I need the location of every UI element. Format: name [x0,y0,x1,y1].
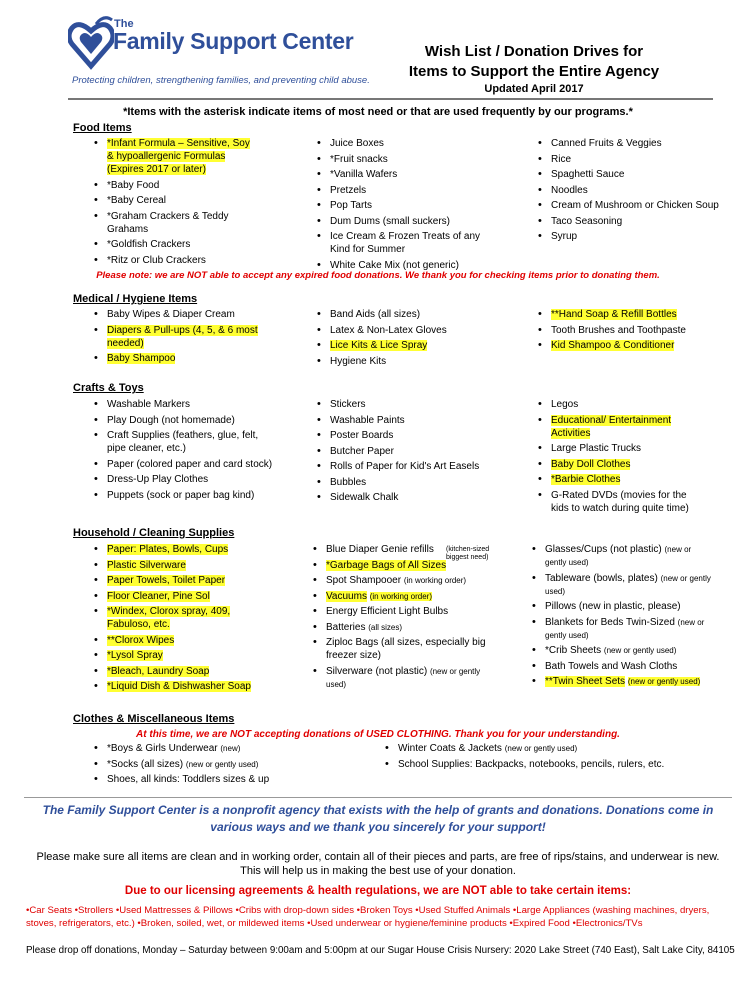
list-item-text: *Baby Food [107,179,160,191]
list-item-note: (in working order) [369,591,432,601]
medical-col3 [537,308,727,355]
list-item [537,414,707,440]
list-item-text: Noodles [551,184,588,196]
clothes-col2 [384,742,684,773]
list-item-text: Silverware (not plastic) [326,665,428,677]
list-item [93,352,258,365]
list-item [316,491,486,504]
list-item-text: Rice [551,153,572,165]
list-item-text: Glasses/Cups (not plastic) [545,544,662,555]
list-item-text: **Hand Soap & Refill Bottles [551,309,677,320]
list-item [312,605,492,618]
list-item-note: (new) [220,744,241,753]
bullet-list [537,137,727,243]
list-item [93,398,278,411]
list-item [316,414,486,427]
list-item-text: Puppets (sock or paper bag kind) [107,489,255,501]
list-item [93,742,293,755]
list-item [316,308,486,321]
household-col1 [93,543,258,696]
list-item [316,199,486,212]
clean-items-line2: This will help us in making the best use of your donation. [240,865,516,877]
list-item-text: Winter Coats & Jackets [398,743,502,754]
list-item [531,572,711,598]
list-item-text: Poster Boards [330,430,394,441]
list-item [93,238,258,251]
kitchen-sized-note: (kitchen-sized biggest need) [446,546,490,561]
list-item [537,184,727,197]
list-item-text: Legos [551,399,579,410]
list-item [93,680,258,693]
food-expired-note: Please note: we are NOT able to accept any expired food donations. We thank you for checking items prior to donating them. [96,270,660,281]
list-item [312,665,492,691]
list-item [384,742,684,755]
list-item-text: Rolls of Paper for Kid's Art Easels [330,461,480,472]
list-item-text: Tableware (bowls, plates) [545,572,658,584]
list-item-text: Lice Kits & Lice Spray [330,340,428,351]
list-item-text: Kid Shampoo & Conditioner [551,340,675,351]
crafts-col2 [316,398,486,507]
bullet-list [316,137,486,272]
list-item [537,308,727,321]
list-item-text: *Vanilla Wafers [330,169,398,180]
list-item-note: (new or gently used) [326,666,481,689]
list-item-text: *Socks (all sizes) [107,758,184,770]
list-item-text: Craft Supplies (feathers, glue, felt, pipe cleaner, etc.) [107,430,259,454]
list-item [531,675,711,688]
list-item [531,660,711,673]
list-item-text: Blue Diaper Genie refills [326,544,434,555]
list-item [312,574,492,587]
list-item-text: Play Dough (not homemade) [107,414,235,426]
list-item [316,324,486,337]
list-item-text: G-Rated DVDs (movies for the kids to watch during quite time) [551,489,689,514]
list-item-text: *Barbie Clothes [551,474,621,485]
bullet-list [531,543,711,688]
list-item-text: Butcher Paper [330,445,394,457]
list-item-note: (new or gently used) [185,759,259,769]
list-item-note: (in working order) [403,576,467,585]
list-item [316,476,486,489]
list-item [531,616,711,642]
list-item-text: Latex & Non-Latex Gloves [330,324,447,336]
list-item [93,414,278,427]
list-item-text: Diapers & Pull-ups (4, 5, & 6 most needed) [107,324,258,349]
list-item [316,445,486,458]
title-line2: Items to Support the Entire Agency [408,63,660,80]
list-item-note: (all sizes) [368,622,403,632]
bullet-list [316,308,486,368]
list-item-note: (new or gently used) [504,744,578,753]
logo [68,14,370,90]
divider-bottom [24,797,732,798]
list-item-text: Dress-Up Play Clothes [107,474,209,485]
list-item [93,179,258,192]
updated-date: Updated April 2017 [484,83,584,95]
food-col1 [93,137,258,269]
list-item-note: (new or gently used) [545,545,692,567]
page-title [374,42,694,96]
list-item [93,590,258,603]
list-item [93,559,258,572]
crafts-col3 [537,398,707,517]
list-item-text: Vacuums [326,590,367,602]
list-item-text: Juice Boxes [330,138,384,149]
list-item [537,199,727,212]
list-item-text: Shoes, all kinds: Toddlers sizes & up [107,774,270,785]
list-item [316,355,486,368]
food-col3 [537,137,727,246]
bullet-list [93,398,278,502]
list-item [93,458,278,471]
list-item-text: Paper Towels, Toilet Paper [107,575,226,586]
list-item-text: Baby Shampoo [107,353,176,364]
licensing-heading: Due to our licensing agreements & health regulations, we are NOT able to take certain items: [124,885,632,897]
list-item-text: Floor Cleaner, Pine Sol [107,590,210,602]
list-item-text: Educational/ Entertainment Activities [551,414,672,439]
list-item-text: **Twin Sheet Sets [545,676,626,687]
bullet-list [316,398,486,504]
list-item [316,153,486,166]
food-section-title: Food Items [73,122,132,134]
clothes-section-title: Clothes & Miscellaneous Items [73,713,235,725]
list-item-text: **Clorox Wipes [107,634,175,646]
logo-the: The [114,18,134,30]
list-item [93,665,258,678]
list-item-text: *Windex, Clorox spray, 409, Fabuloso, etc. [107,606,231,630]
list-item [93,605,258,631]
list-item [316,137,486,150]
list-item-text: *Crib Sheets [545,645,602,656]
list-item [93,429,278,455]
list-item-text: Baby Doll Clothes [551,458,631,470]
list-item [93,634,258,647]
list-item-text: Plastic Silverware [107,559,186,571]
list-item [93,489,278,502]
list-item [531,600,711,613]
divider-top [68,98,713,100]
list-item-note: (new or gently used) [627,677,701,686]
bullet-list [537,308,727,352]
list-item [531,543,711,569]
list-item [312,590,492,603]
logo-name: Family Support Center [113,28,354,54]
clothing-note: At this time, we are NOT accepting donations of USED CLOTHING. Thank you for your understanding. [136,729,620,740]
list-item-text: *Garbage Bags of All Sizes [326,559,447,571]
list-item [537,458,707,471]
list-item [537,473,707,486]
list-item [316,460,486,473]
list-item [93,254,258,267]
list-item [93,137,258,176]
list-item [93,758,293,771]
bullet-list [93,543,258,693]
list-item [93,308,258,321]
list-item-text: Ice Cream & Frozen Treats of any Kind for Summer [330,231,481,255]
list-item [93,773,293,786]
crafts-col1 [93,398,278,504]
list-item [316,429,486,442]
list-item-text: White Cake Mix (not generic) [330,259,459,271]
list-item-text: *Bleach, Laundry Soap [107,665,210,677]
list-item [537,489,707,515]
list-item [316,339,486,352]
list-item-text: Washable Markers [107,399,190,410]
list-item-text: Energy Efficient Light Bulbs [326,606,449,617]
list-item [93,543,258,556]
heart-logo-icon [68,14,114,72]
bullet-list [93,137,258,267]
list-item-text: Ziploc Bags (all sizes, especially big freezer size) [326,637,486,661]
household-col3 [531,543,711,691]
list-item-text: Bath Towels and Wash Cloths [545,660,678,672]
list-item-text: Batteries [326,621,366,633]
list-item [537,215,727,228]
medical-col1 [93,308,258,368]
list-item-text: Pretzels [330,184,367,196]
list-item [384,758,684,771]
household-col2 [312,543,492,693]
bullet-list [93,742,293,786]
list-item-note: (new or gently used) [545,573,711,596]
list-item-text: Stickers [330,399,366,410]
list-item [537,442,707,455]
list-item-text: Paper (colored paper and card stock) [107,458,273,470]
list-item-text: Large Plastic Trucks [551,443,642,454]
list-item-text: Dum Dums (small suckers) [330,215,451,227]
bullet-list [537,398,707,515]
list-item [312,621,492,634]
list-item [531,644,711,657]
list-item-text: Taco Seasoning [551,215,623,227]
list-item [93,324,258,350]
list-item [537,398,707,411]
list-item [312,636,492,662]
list-item [537,153,727,166]
list-item-text: Bubbles [330,476,367,488]
list-item-text: Spaghetti Sauce [551,169,625,180]
medical-section-title: Medical / Hygiene Items [73,293,198,305]
list-item-text: Pop Tarts [330,200,373,211]
list-item-text: *Baby Cereal [107,195,166,206]
list-item [93,649,258,662]
list-item [93,574,258,587]
list-item-text: Baby Wipes & Diaper Cream [107,309,235,320]
list-item-text: Blankets for Beds Twin-Sized [545,616,675,628]
list-item-text: *Liquid Dish & Dishwasher Soap [107,681,251,692]
household-section-title: Household / Cleaning Supplies [73,527,235,539]
crafts-section-title: Crafts & Toys [73,382,144,394]
bullet-list [93,308,258,365]
dropoff-info: Please drop off donations, Monday – Saturday between 9:00am and 5:00pm at our Sugar House Crisis Nursery: 2020 Lake Street (740 East), Salt Lake City, 84105 [26,945,735,956]
list-item [93,194,258,207]
list-item-text: Spot Shampooer [326,575,402,586]
list-item-text: *Infant Formula – Sensitive, Soy & hypoallergenic Formulas (Expires 2017 or later) [107,138,250,175]
medical-col2 [316,308,486,370]
list-item-text: Canned Fruits & Veggies [551,138,662,149]
list-item [537,230,727,243]
list-item-text: *Goldfish Crackers [107,239,191,250]
list-item [537,137,727,150]
list-item-text: Cream of Mushroom or Chicken Soup [551,200,719,211]
list-item [316,215,486,228]
list-item-text: Washable Paints [330,414,405,426]
list-item [537,339,727,352]
list-item-text: Paper: Plates, Bowls, Cups [107,544,229,555]
list-item [537,324,727,337]
list-item-text: Syrup [551,231,578,242]
list-item [537,168,727,181]
list-item [93,473,278,486]
list-item-note: (new or gently used) [545,617,705,640]
list-item-text: *Graham Crackers & Teddy Grahams [107,210,229,235]
clean-items-line1: Please make sure all items are clean and in working order, contain all of their pieces and parts, are free of rips/stains, and underwear is new. [36,851,720,863]
bullet-list [384,742,684,771]
list-item-text: *Ritz or Club Crackers [107,254,206,266]
list-item-note: (new or gently used) [603,646,677,655]
list-item-text: Hygiene Kits [330,355,387,367]
title-line1: Wish List / Donation Drives for [424,43,644,60]
list-item [316,398,486,411]
list-item [93,210,258,236]
list-item-text: Band Aids (all sizes) [330,309,421,320]
list-item-text: Sidewalk Chalk [330,492,399,503]
logo-tagline: Protecting children, strengthening families, and preventing child abuse. [72,75,370,86]
bullet-list [312,543,492,691]
list-item-text: School Supplies: Backpacks, notebooks, pencils, rulers, etc. [398,758,665,770]
list-item-text: *Boys & Girls Underwear [107,743,218,754]
list-item-text: *Lysol Spray [107,650,163,661]
list-item-text: Tooth Brushes and Toothpaste [551,324,686,336]
list-item-text: Pillows (new in plastic, please) [545,601,681,612]
clothes-col1 [93,742,293,789]
mission-statement: The Family Support Center is a nonprofit agency that exists with the help of grants and donations. Donations come in various ways and we thank you sincerely for your support! [42,803,714,834]
list-item [316,230,486,256]
list-item-text: *Fruit snacks [330,153,388,165]
list-item [316,168,486,181]
food-col2 [316,137,486,274]
list-item [316,184,486,197]
asterisk-note: *Items with the asterisk indicate items of most need or that are used frequently by our programs.* [123,106,633,118]
not-accepted-items: •Car Seats •Strollers •Used Mattresses & Pillows •Cribs with drop-down sides •Broken Toys •Used Stuffed Animals •Large Appliances (washing machines, dryers, stoves, refrigerators, etc.) •Broken, soiled, wet, or mildewed items •Used underwear or hygiene/feminine products •Expired Food •Electronics/TVs [26,905,710,929]
